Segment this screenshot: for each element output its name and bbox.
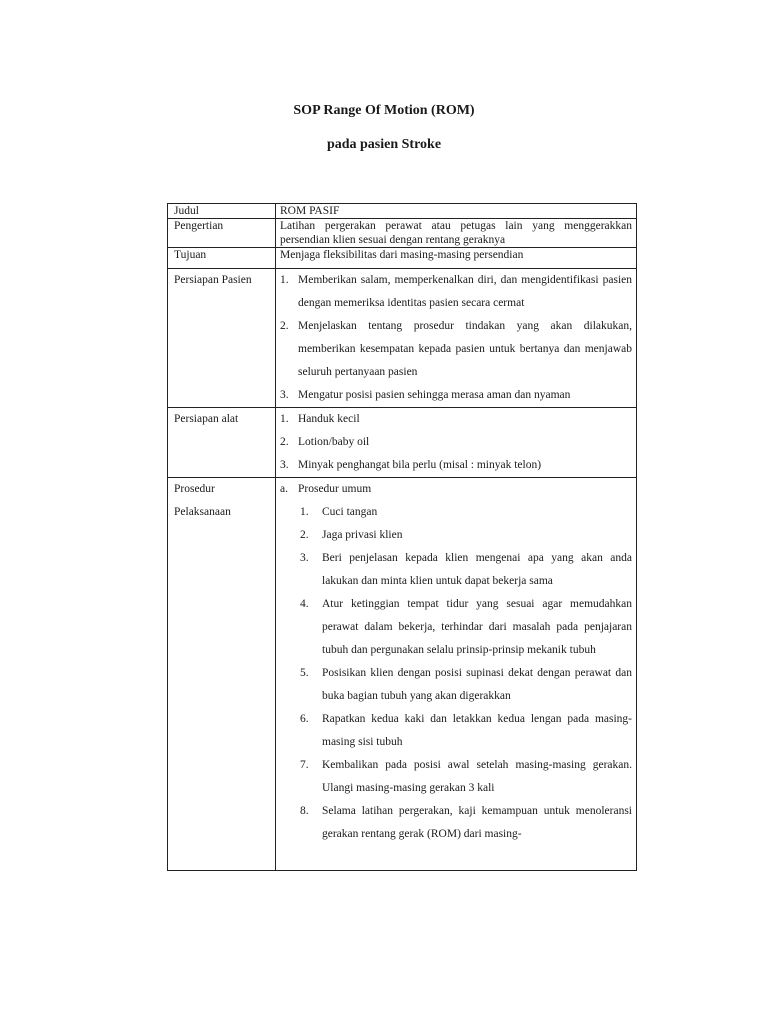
row-value bbox=[276, 408, 637, 478]
list-item: 3. Minyak penghangat bila perlu (misal : minyak telon) bbox=[280, 459, 542, 471]
list-item: 1. Memberikan salam, memperkenalkan diri, dan mengidentifikasi pasien dengan memeriksa identitas pasien secara cermat bbox=[280, 274, 632, 309]
list-item: 7. Kembalikan pada posisi awal setelah masing-masing gerakan. Ulangi masing-masing gerakan 3 kali bbox=[300, 759, 632, 794]
list-item: 2. Jaga privasi klien bbox=[300, 529, 403, 541]
row-value bbox=[276, 269, 637, 408]
list-item: 1. Handuk kecil bbox=[280, 413, 360, 425]
list-item: 3. Mengatur posisi pasien sehingga merasa aman dan nyaman bbox=[280, 389, 571, 401]
row-label: Tujuan bbox=[168, 248, 276, 269]
list-item: 2. Menjelaskan tentang prosedur tindakan yang akan dilakukan, memberikan kesempatan kepada pasien untuk bertanya dan menjawab seluruh pertanyaan pasien bbox=[280, 320, 632, 378]
persiapan-alat-list bbox=[280, 408, 632, 477]
table-row-pengertian bbox=[168, 219, 637, 248]
prosedur-label-line1: Prosedur bbox=[174, 483, 215, 495]
list-item: 4. Atur ketinggian tempat tidur yang sesuai agar memudahkan perawat dalam bekerja, terhindar dari masalah pada penjajaran tubuh dan pergunakan selalu prinsip-prinsip mekanik tubuh bbox=[300, 598, 632, 656]
row-value: Menjaga fleksibilitas dari masing-masing persendian bbox=[276, 248, 637, 269]
list-item: 1. Cuci tangan bbox=[300, 506, 378, 518]
table-row-tujuan bbox=[168, 248, 637, 269]
row-value: Latihan pergerakan perawat atau petugas lain yang menggerakkan persendian klien sesuai dengan rentang geraknya bbox=[276, 219, 637, 248]
section-item: a. Prosedur umum 1. Cuci tangan 2. Jaga privasi klien 3. Beri penjelasan kepada klien mengenai apa yang akan anda lakukan dan minta klien untuk dapat bekerja sama 4. Atur ketinggian tempat tidur yang sesuai agar memudahkan perawat dalam bekerja, terhindar dari masalah pada penjajaran tubuh dan pergunakan selalu prinsip-prinsip mekanik tubuh 5. Posisikan klien dengan posisi supinasi dekat dengan perawat dan buka bagian tubuh yang akan digerakkan 6. Rapatkan kedua kaki dan letakkan kedua lengan pada masing-masing sisi tubuh 7. Kembalikan pada posisi awal setelah masing-masing gerakan. Ulangi masing-masing gerakan 3 kali 8. Selama latihan pergerakan, kaji kemampuan untuk menoleransi gerakan rentang gerak (ROM) dari masing- bbox=[280, 478, 632, 846]
list-item: 2. Lotion/baby oil bbox=[280, 436, 370, 448]
section-title: Prosedur umum bbox=[298, 483, 372, 495]
document-subtitle: pada pasien Stroke bbox=[326, 137, 442, 152]
table-row-judul bbox=[168, 204, 637, 219]
list-item: 3. Beri penjelasan kepada klien mengenai apa yang akan anda lakukan dan minta klien untuk dapat bekerja sama bbox=[300, 552, 632, 587]
row-label: Pengertian bbox=[168, 219, 276, 248]
prosedur-steps-list bbox=[300, 501, 632, 846]
row-label: Persiapan alat bbox=[168, 408, 276, 478]
row-value: ROM PASIF bbox=[276, 204, 637, 219]
list-item: 8. Selama latihan pergerakan, kaji kemampuan untuk menoleransi gerakan rentang gerak (ROM) dari masing- bbox=[300, 805, 632, 840]
table-row-persiapan-pasien bbox=[168, 269, 637, 408]
table-row-prosedur bbox=[168, 478, 637, 871]
row-label: Judul bbox=[168, 204, 276, 219]
row-label bbox=[168, 478, 276, 871]
row-value bbox=[276, 478, 637, 871]
list-item: 5. Posisikan klien dengan posisi supinasi dekat dengan perawat dan buka bagian tubuh yang akan digerakkan bbox=[300, 667, 632, 702]
row-label: Persiapan Pasien bbox=[168, 269, 276, 408]
prosedur-label-line2: Pelaksanaan bbox=[174, 506, 231, 518]
persiapan-pasien-list bbox=[280, 269, 632, 407]
prosedur-section-list bbox=[280, 478, 632, 846]
table-row-persiapan-alat bbox=[168, 408, 637, 478]
list-item: 6. Rapatkan kedua kaki dan letakkan kedua lengan pada masing-masing sisi tubuh bbox=[300, 713, 632, 748]
document-title: SOP Range Of Motion (ROM) bbox=[293, 103, 475, 118]
sop-table bbox=[167, 203, 637, 871]
